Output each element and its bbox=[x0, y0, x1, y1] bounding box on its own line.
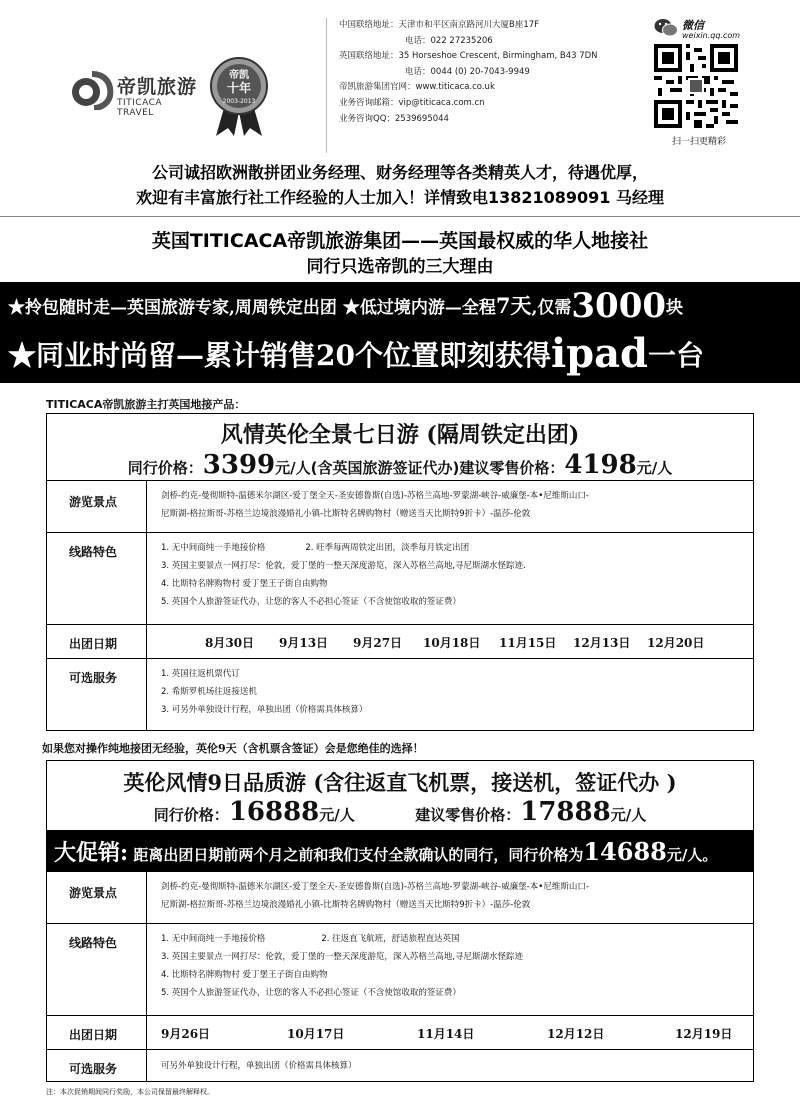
product-1-dates-label: 出团日期 bbox=[47, 625, 147, 658]
departure-date: 10月17日 bbox=[287, 1027, 345, 1041]
header bbox=[0, 18, 800, 153]
departure-date: 8月30日 bbox=[205, 636, 255, 650]
feature-item: 5. 英国个人旅游签证代办，让您的客人不必担心签证（不含使馆收取的签证费） bbox=[161, 597, 461, 607]
product-1-options bbox=[147, 659, 753, 730]
wechat-url: weixin.qq.com bbox=[682, 31, 741, 40]
departure-date: 9月26日 bbox=[161, 1027, 211, 1041]
product-2-sights-label: 游览景点 bbox=[47, 872, 147, 923]
contact-info bbox=[326, 18, 646, 153]
reason1-days: 7天 bbox=[495, 293, 532, 318]
product-1-sights-row bbox=[47, 480, 753, 532]
logo-en-text: TITICACA TRAVEL bbox=[117, 98, 163, 118]
option-item: 2. 希斯罗机场往返接送机 bbox=[161, 687, 257, 697]
product-1-trade-label: 同行价格： bbox=[127, 459, 203, 477]
product-2-retail-label: 建议零售价格： bbox=[415, 806, 521, 824]
product-2-trade-label: 同行价格： bbox=[153, 806, 229, 824]
feature-item: 1. 无中间商纯一手地接价格 bbox=[161, 543, 266, 553]
website-link[interactable]: 帝凯旅游集团官网：www.titicaca.co.uk bbox=[339, 82, 495, 93]
product-1-title: 风情英伦全景七日游 (隔周铁定出团) bbox=[220, 422, 580, 448]
departure-date: 12月13日 bbox=[573, 636, 631, 650]
logo-mark-icon bbox=[70, 70, 114, 110]
ten-year-badge bbox=[210, 56, 268, 138]
product-2-sights-row bbox=[47, 871, 753, 923]
product-1-trade-price: 3399 bbox=[202, 450, 276, 480]
departure-date: 9月13日 bbox=[279, 636, 329, 650]
product-1-features-label: 线路特色 bbox=[47, 533, 147, 624]
product-2-box bbox=[46, 760, 754, 1082]
departure-date: 12月20日 bbox=[647, 636, 705, 650]
departure-date: 9月27日 bbox=[353, 636, 403, 650]
product-1-box bbox=[46, 413, 754, 731]
product-1-sights bbox=[147, 481, 753, 532]
reason2-prize: ipad bbox=[550, 330, 649, 377]
feature-item: 4. 比斯特名牌购物村 爱丁堡王子街自由购物 bbox=[161, 579, 328, 589]
reason1-unit: 块 bbox=[666, 298, 684, 318]
option-item: 1. 英国往返机票代订 bbox=[161, 669, 240, 679]
wechat-icon bbox=[654, 18, 678, 38]
product-2-retail-price: 17888 bbox=[520, 797, 611, 827]
feature-line bbox=[161, 539, 743, 557]
product-2-options: 可另外单独设计行程，单独出团（价格需具体核算） bbox=[161, 1061, 357, 1071]
product-1-dates-row bbox=[47, 624, 753, 658]
company-logo bbox=[70, 68, 200, 128]
email-link[interactable]: 业务咨询邮箱：vip@titicaca.com.cn bbox=[339, 97, 485, 108]
promo-lead: 大促销: bbox=[54, 840, 129, 866]
badge-mid-text: 十年 bbox=[226, 81, 252, 95]
feature-item: 2. 往返直飞航班，舒适旅程直达英国 bbox=[321, 934, 460, 944]
reason1-mid: ,仅需 bbox=[531, 298, 572, 318]
uk-phone: 电话：0044 (0) 20-7043-9949 bbox=[405, 66, 530, 77]
uk-address: 英国联络地址：35 Horseshoe Crescent, Birmingham, B43 7DN bbox=[339, 51, 598, 62]
footnote: 注：本次促销期间同行奖励，本公司保留最终解释权。 bbox=[46, 1088, 214, 1096]
promotion-banner bbox=[46, 830, 754, 872]
feature-item: 1. 无中间商纯一手地接价格 bbox=[161, 934, 266, 944]
reason1-text: ★拎包随时走—英国旅游专家,周周铁定出团 ★低过境内游—全程 bbox=[8, 298, 496, 318]
promo-unit: 元/人。 bbox=[666, 846, 718, 864]
product-1-trade-unit: 元/人(含英国旅游签证代办)建议零售价格： bbox=[275, 459, 565, 477]
promo-price: 14688 bbox=[583, 837, 667, 866]
product-1-features bbox=[147, 533, 753, 624]
departure-date: 11月14日 bbox=[417, 1027, 475, 1041]
product-2-sights-line-1: 剑桥-约克-曼彻斯特-温德米尔湖区-爱丁堡全天-圣安德鲁斯(自选)-苏格兰高地-罗蒙湖-峡谷-威廉堡-本•尼维斯山口- bbox=[161, 882, 589, 892]
products-intro: TITICACA帝凯旅游主打英国地接产品： bbox=[46, 398, 246, 411]
wechat-name: 微信 bbox=[682, 19, 704, 32]
departure-date: 11月15日 bbox=[499, 636, 557, 650]
china-phone: 电话：022 27235206 bbox=[405, 35, 493, 46]
product-2-sights bbox=[147, 872, 753, 923]
product-1-options-row bbox=[47, 658, 753, 730]
badge-top-text: 帝凯 bbox=[229, 70, 249, 81]
china-address: 中国联络地址：天津市和平区南京路河川大厦B座17F bbox=[339, 20, 540, 30]
departure-date: 10月18日 bbox=[423, 636, 481, 650]
recruit-line-2: 欢迎有丰富旅行社工作经验的人士加入！详情致电13821089091 马经理 bbox=[135, 188, 665, 207]
qr-caption: 扫一扫更精彩 bbox=[671, 137, 726, 147]
product-2-features-label: 线路特色 bbox=[47, 924, 147, 1015]
feature-line bbox=[161, 930, 743, 948]
badge-years-text: 2003-2013 bbox=[222, 98, 256, 105]
product-1-sights-line-2: 尼斯湖-格拉斯哥-苏格兰边境浪漫婚礼小镇-比斯特名牌购物村（赠送当天比斯特9折卡）-温莎-伦敦 bbox=[161, 509, 531, 519]
product-1-retail-price: 4198 bbox=[564, 450, 637, 480]
divider bbox=[0, 216, 800, 217]
feature-item: 5. 英国个人旅游签证代办，让您的客人不必担心签证（不含使馆收取的签证费） bbox=[161, 988, 461, 998]
product-1-options-label: 可选服务 bbox=[47, 659, 147, 730]
page-title: 英国TITICACA帝凯旅游集团——英国最权威的华人地接社 bbox=[151, 230, 649, 252]
qq-contact: 业务咨询QQ：2539695044 bbox=[339, 113, 449, 124]
reason-line-2 bbox=[8, 330, 704, 377]
product-2-dates-label: 出团日期 bbox=[47, 1016, 147, 1049]
product-2-dates-row bbox=[47, 1015, 753, 1049]
recommendation-note: 如果您对操作纯地接团无经验，英伦9天（含机票含签证）会是您绝佳的选择！ bbox=[42, 742, 424, 755]
product-1-sights-label: 游览景点 bbox=[47, 481, 147, 532]
feature-item: 3. 英国主要景点一网打尽：伦敦，爱丁堡的一整天深度游览，深入苏格兰高地,寻尼斯湖水怪踪迹 bbox=[161, 952, 524, 962]
product-2-features bbox=[147, 924, 753, 1015]
recruitment-notice bbox=[0, 160, 800, 210]
recruit-line-1: 公司诚招欧洲散拼团业务经理、财务经理等各类精英人才，待遇优厚， bbox=[151, 163, 648, 182]
product-2-retail-unit: 元/人 bbox=[610, 806, 647, 824]
promotion-text bbox=[54, 836, 717, 867]
page-subtitle: 同行只选帝凯的三大理由 bbox=[306, 257, 494, 277]
qr-code[interactable] bbox=[654, 44, 738, 128]
product-2-features-row bbox=[47, 923, 753, 1015]
feature-item: 4. 比斯特名牌购物村 爱丁堡王子街自由购物 bbox=[161, 970, 328, 980]
departure-date: 12月12日 bbox=[547, 1027, 605, 1041]
product-1-retail-unit: 元/人 bbox=[636, 459, 673, 477]
product-2-sights-line-2: 尼斯湖-格拉斯哥-苏格兰边境浪漫婚礼小镇-比斯特名牌购物村（赠送当天比斯特9折卡）-温莎-伦敦 bbox=[161, 900, 531, 910]
product-1-sights-line-1: 剑桥-约克-曼彻斯特-温德米尔湖区-爱丁堡全天-圣安德鲁斯(自选)-苏格兰高地-罗蒙湖-峡谷-威廉堡-本•尼维斯山口- bbox=[161, 491, 589, 501]
product-2-trade-unit: 元/人 bbox=[319, 806, 355, 824]
product-2-title: 英伦风情9日品质游 (含往返直飞机票，接送机，签证代办 ) bbox=[123, 770, 677, 795]
product-1-price-line bbox=[47, 450, 753, 480]
product-2-price-line bbox=[47, 797, 753, 827]
reason-line-1 bbox=[8, 286, 683, 326]
product-2-options-label: 可选服务 bbox=[47, 1050, 147, 1081]
product-1-features-row bbox=[47, 532, 753, 624]
reason2-text: ★同业时尚留—累计销售20个位置即刻获得 bbox=[8, 339, 551, 372]
reason1-price: 3000 bbox=[571, 286, 667, 326]
promo-body: 距离出团日期前两个月之前和我们支付全款确认的同行，同行价格为 bbox=[128, 846, 584, 864]
feature-item: 3. 英国主要景点一网打尽：伦敦，爱丁堡的一整天深度游览，深入苏格兰高地,寻尼斯湖水怪踪迹. bbox=[161, 561, 526, 571]
departure-date: 12月19日 bbox=[675, 1027, 733, 1041]
logo-cn-text: 帝凯旅游 bbox=[117, 76, 198, 98]
reasons-banner bbox=[0, 282, 800, 383]
product-2-trade-price: 16888 bbox=[228, 797, 320, 827]
product-2-dates bbox=[147, 1016, 753, 1049]
reason2-end: 一台 bbox=[648, 339, 705, 372]
product-1-dates bbox=[147, 625, 753, 658]
product-2-options-row bbox=[47, 1049, 753, 1081]
option-item: 3. 可另外单独设计行程，单独出团（价格需具体核算） bbox=[161, 705, 368, 715]
feature-item: 2. 旺季每两周铁定出团，淡季每月铁定出团 bbox=[305, 543, 470, 553]
